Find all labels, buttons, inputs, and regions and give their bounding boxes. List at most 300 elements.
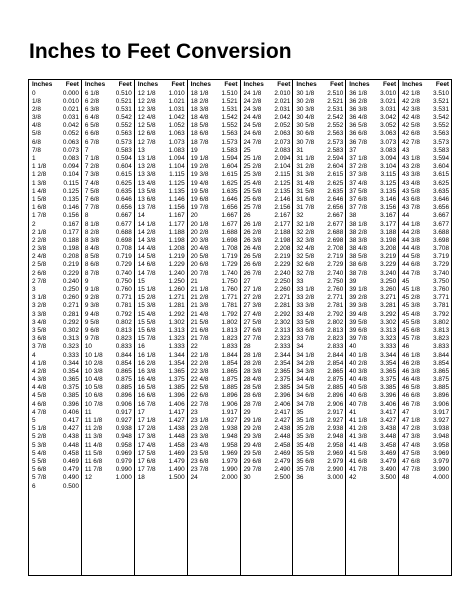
inches-cell: 31 6/8 [296,195,315,203]
feet-cell: 3.833 [433,343,449,351]
feet-cell: 3.219 [380,253,397,261]
table-row [399,171,451,179]
feet-cell: 2.115 [274,171,291,179]
inches-cell: 4 6/8 [32,400,47,408]
table-row [399,352,451,360]
feet-cell: 0.198 [62,245,79,253]
feet-cell: 0.677 [115,220,132,228]
table-row [346,450,398,458]
feet-cell: 0.271 [62,302,79,310]
table-row [29,98,81,106]
table-row [241,466,293,474]
feet-cell: 0.406 [62,408,79,416]
feet-cell: 1.052 [168,122,185,130]
inches-cell: 7 4/8 [84,179,100,187]
feet-cell: 2.375 [274,376,291,384]
feet-cell: 1.823 [221,335,238,343]
table-row [82,433,134,441]
inches-cell: 15 6/8 [137,326,156,334]
feet-cell: 3.250 [380,277,397,285]
column-header [82,80,134,90]
feet-cell: 3.635 [433,187,449,195]
inches-cell: 46 7/8 [402,400,420,408]
inches-cell: 10 7/8 [84,400,103,408]
inches-cell: 2 7/8 [32,277,47,285]
table-row [241,90,293,98]
table-row [29,376,81,384]
feet-cell: 2.885 [327,384,344,392]
feet-cell: 0.323 [62,343,79,351]
inches-cell: 18 3/8 [190,105,209,113]
table-row [135,155,187,163]
table-row [346,237,398,245]
inches-cell: 44 2/8 [402,228,420,236]
inches-cell: 13 4/8 [137,179,156,187]
table-row [82,270,134,278]
feet-cell: 2.865 [327,367,344,375]
table-row [82,343,134,351]
table-row [188,376,240,384]
table-row [188,180,240,188]
inches-cell: 34 6/8 [296,392,315,400]
inches-cell: 31 4/8 [296,179,315,187]
table-row [135,221,187,229]
table-row [188,221,240,229]
inches-cell: 44 1/8 [402,220,420,228]
table-row [346,155,398,163]
inches-cell: 23 [190,408,198,416]
inches-cell: 8 [84,212,89,220]
feet-cell: 0.583 [115,146,132,154]
inches-cell: 23 7/8 [190,466,209,474]
inches-cell: 11 2/8 [84,425,103,433]
inches-cell: 33 3/8 [296,302,315,310]
table-row [29,483,81,491]
header-feet: Feet [277,81,291,88]
table-column [346,80,399,576]
feet-cell: 3.625 [433,179,449,187]
feet-cell: 0.146 [62,204,79,212]
inches-cell: 7 2/8 [84,163,100,171]
table-row [135,384,187,392]
feet-cell: 1.604 [221,163,238,171]
feet-cell: 3.427 [380,417,397,424]
inches-cell: 39 3/8 [349,302,368,310]
inches-cell: 11 4/8 [84,441,103,449]
table-row [29,155,81,163]
feet-cell: 1.281 [168,302,185,310]
table-row [82,327,134,335]
inches-cell: 18 6/8 [190,130,209,138]
table-row [135,401,187,409]
feet-cell: 1.521 [221,97,238,105]
inches-cell: 29 7/8 [243,466,262,474]
inches-cell: 28 [243,343,251,351]
inches-cell: 32 1/8 [296,220,315,228]
table-row [346,360,398,368]
inches-cell: 39 7/8 [349,335,368,343]
table-row [188,270,240,278]
inches-cell: 15 7/8 [137,335,156,343]
feet-cell: 2.677 [327,220,344,228]
feet-cell: 0.521 [115,97,132,105]
inches-cell: 26 6/8 [243,261,262,269]
inches-cell: 14 1/8 [137,220,156,228]
inches-cell: 9 5/8 [84,318,100,326]
feet-cell: 2.479 [274,457,291,465]
table-row [399,147,451,155]
table-row [346,245,398,253]
table-row [241,155,293,163]
feet-cell: 1.000 [115,474,132,482]
feet-cell: 1.333 [168,343,185,351]
table-row [399,221,451,229]
table-row [82,458,134,466]
feet-cell: 3.719 [433,253,449,261]
inches-cell: 45 [402,277,410,285]
table-row [135,327,187,335]
inches-cell: 2 2/8 [32,236,47,244]
inches-cell: 13 6/8 [137,195,156,203]
feet-cell: 1.719 [221,253,238,261]
table-row [29,188,81,196]
inches-cell: 47 2/8 [402,425,420,433]
inches-cell: 30 1/8 [296,89,315,97]
table-row [188,188,240,196]
feet-cell: 3.260 [380,286,397,293]
feet-cell: 2.302 [274,318,291,326]
inches-cell: 30 2/8 [296,97,315,105]
table-row [188,98,240,106]
inches-cell: 5 [32,417,36,424]
column-header [346,80,398,90]
inches-cell: 15 1/8 [137,286,156,293]
feet-cell: 2.708 [327,245,344,253]
table-row [82,425,134,433]
table-row [188,302,240,310]
feet-cell: 3.448 [380,433,397,441]
feet-cell: 0.396 [62,400,79,408]
inches-cell: 20 [190,212,198,220]
feet-cell: 2.760 [327,286,344,293]
feet-cell: 2.656 [327,204,344,212]
inches-cell: 41 3/8 [349,433,368,441]
table-row [135,425,187,433]
table-row [29,221,81,229]
table-row [135,163,187,171]
table-row [29,302,81,310]
feet-cell: 2.177 [274,220,291,228]
inches-cell: 43 5/8 [402,187,420,195]
inches-cell: 11 7/8 [84,466,103,474]
inches-cell: 43 7/8 [402,204,420,212]
table-row [188,458,240,466]
inches-cell: 11 6/8 [84,457,103,465]
feet-cell: 3.146 [380,195,397,203]
inches-cell: 3/8 [32,114,41,122]
feet-cell: 2.615 [327,171,344,179]
feet-cell: 2.698 [327,236,344,244]
table-row [346,458,398,466]
inches-cell: 33 2/8 [296,294,315,302]
table-row [399,270,451,278]
inches-cell: 6 4/8 [84,114,100,122]
inches-cell: 28 2/8 [243,359,262,367]
table-row [241,409,293,417]
feet-cell: 1.125 [168,179,185,187]
feet-cell: 3.948 [433,433,449,441]
inches-cell: 32 2/8 [296,228,315,236]
inches-cell: 7 3/8 [84,171,100,179]
inches-cell: 25 [243,146,251,154]
feet-cell: 0.917 [115,408,132,416]
inches-cell: 39 1/8 [349,286,368,293]
table-row [241,458,293,466]
inches-cell: 2 [32,220,36,228]
feet-cell: 3.708 [433,245,449,253]
feet-cell: 2.135 [274,187,291,195]
feet-cell: 0.063 [62,138,79,146]
table-row [399,384,451,392]
inches-cell: 38 4/8 [349,245,368,253]
inches-cell: 7/8 [32,146,41,154]
inches-cell: 13 3/8 [137,171,156,179]
inches-cell: 12 [84,474,92,482]
feet-cell: 0.167 [62,220,79,228]
inches-cell: 26 1/8 [243,220,262,228]
inches-cell: 40 6/8 [349,392,368,400]
feet-cell: 3.667 [433,212,449,220]
table-row [135,368,187,376]
inches-cell: 2 5/8 [32,261,47,269]
table-row [346,352,398,360]
table-row [293,392,345,400]
feet-cell: 1.792 [221,310,238,318]
inches-cell: 36 5/8 [349,122,368,130]
table-row [82,368,134,376]
table-row [82,278,134,286]
table-row [29,417,81,425]
inches-cell: 14 2/8 [137,228,156,236]
inches-cell: 7 7/8 [84,204,100,212]
table-row [241,368,293,376]
table-row [293,188,345,196]
feet-cell: 1.479 [168,457,185,465]
feet-cell: 0.740 [115,269,132,277]
feet-cell: 3.896 [433,392,449,400]
feet-cell: 3.563 [433,130,449,138]
table-row [293,368,345,376]
inches-cell: 45 3/8 [402,302,420,310]
table-row [135,343,187,351]
inches-cell: 30 3/8 [296,105,315,113]
table-row [241,221,293,229]
header-feet: Feet [171,81,185,88]
inches-cell: 44 4/8 [402,245,420,253]
feet-cell: 3.875 [433,376,449,384]
inches-cell: 38 6/8 [349,261,368,269]
table-row [346,442,398,450]
table-row [241,384,293,392]
table-row [346,401,398,409]
inches-cell: 23 6/8 [190,457,209,465]
table-row [399,425,451,433]
inches-cell: 3 4/8 [32,318,47,326]
feet-cell: 0.563 [115,130,132,138]
table-row [188,130,240,138]
table-row [29,466,81,474]
inches-cell: 4 1/8 [32,359,47,367]
feet-cell: 0.760 [115,286,132,293]
feet-cell: 1.375 [168,376,185,384]
feet-cell: 2.625 [327,179,344,187]
feet-cell: 1.063 [168,130,185,138]
inches-cell: 32 [296,212,304,220]
inches-cell: 24 6/8 [243,130,262,138]
inches-cell: 21 7/8 [190,335,209,343]
inches-cell: 5 2/8 [32,433,47,441]
table-row [399,122,451,130]
feet-cell: 3.010 [380,89,397,97]
feet-cell: 3.698 [433,236,449,244]
table-row [241,237,293,245]
inches-cell: 11 1/8 [84,417,103,424]
table-row [399,466,451,474]
page-title: Inches to Feet Conversion [29,40,292,63]
table-row [293,302,345,310]
feet-cell: 2.604 [327,163,344,171]
table-row [346,212,398,220]
column-header [188,80,240,90]
inches-cell: 0 [32,89,36,97]
feet-cell: 1.750 [221,277,238,285]
table-row [293,409,345,417]
table-row [135,212,187,220]
feet-cell: 1.688 [221,228,238,236]
table-row [188,171,240,179]
feet-cell: 0.417 [62,417,79,424]
feet-cell: 2.938 [327,425,344,433]
table-row [346,409,398,417]
feet-cell: 3.344 [380,351,397,359]
feet-cell: 0.833 [115,343,132,351]
table-row [293,442,345,450]
inches-cell: 38 2/8 [349,228,368,236]
inches-cell: 8 5/8 [84,253,100,261]
inches-cell: 5 1/8 [32,425,47,433]
feet-cell: 1.427 [168,417,185,424]
feet-cell: 1.156 [168,204,185,212]
inches-cell: 22 5/8 [190,384,209,392]
inches-cell: 31 [296,146,304,154]
table-row [82,163,134,171]
inches-cell: 4 3/8 [32,376,47,384]
inches-cell: 17 6/8 [137,457,156,465]
table-row [29,409,81,417]
table-row [135,245,187,253]
table-row [399,343,451,351]
inches-cell: 14 [137,212,145,220]
feet-cell: 3.208 [380,245,397,253]
inches-cell: 3 7/8 [32,343,47,351]
table-row [241,139,293,147]
inches-cell: 41 2/8 [349,425,368,433]
table-row [241,253,293,261]
feet-cell: 2.448 [274,433,291,441]
table-row [188,343,240,351]
table-row [82,352,134,360]
table-column [240,80,293,576]
table-row [399,327,451,335]
table-row [399,409,451,417]
table-row [29,311,81,319]
feet-cell: 2.125 [274,179,291,187]
feet-cell: 0.927 [115,417,132,424]
feet-cell: 3.750 [433,277,449,285]
table-row [29,368,81,376]
table-row [346,253,398,261]
feet-cell: 0.010 [62,97,79,105]
inches-cell: 13 2/8 [137,163,156,171]
feet-cell: 3.125 [380,179,397,187]
table-row [241,171,293,179]
table-row [399,335,451,343]
table-row [135,122,187,130]
feet-cell: 3.198 [380,236,397,244]
feet-cell: 3.677 [433,220,449,228]
table-row [346,163,398,171]
feet-cell: 1.979 [221,457,238,465]
inches-cell: 27 7/8 [243,335,262,343]
header-feet: Feet [382,81,397,88]
table-row [188,450,240,458]
table-row [399,155,451,163]
conversion-table [28,79,452,576]
table-row [188,360,240,368]
table-row [399,286,451,294]
inches-cell: 3 2/8 [32,302,47,310]
inches-cell: 34 3/8 [296,367,315,375]
inches-cell: 14 7/8 [137,269,156,277]
inches-cell: 8 7/8 [84,269,100,277]
feet-cell: 1.781 [221,302,238,310]
feet-cell: 1.500 [168,474,185,482]
table-row [135,147,187,155]
feet-cell: 3.615 [433,171,449,179]
inches-cell: 17 4/8 [137,441,156,449]
table-row [188,229,240,237]
feet-cell: 3.938 [433,425,449,433]
inches-cell: 21 4/8 [190,310,209,318]
table-row [241,474,293,482]
feet-cell: 2.917 [327,408,344,416]
table-row [135,90,187,98]
table-row [399,180,451,188]
feet-cell: 1.365 [168,367,185,375]
inches-cell: 12 3/8 [137,105,156,113]
feet-cell: 3.458 [380,441,397,449]
inches-cell: 36 2/8 [349,97,368,105]
feet-cell: 1.865 [221,367,238,375]
inches-cell: 19 2/8 [190,163,209,171]
inches-cell: 29 [243,408,251,416]
inches-cell: 3 6/8 [32,335,47,343]
feet-cell: 3.229 [380,261,397,269]
table-row [346,130,398,138]
table-row [399,442,451,450]
feet-cell: 1.302 [168,318,185,326]
inches-cell: 39 2/8 [349,294,368,302]
